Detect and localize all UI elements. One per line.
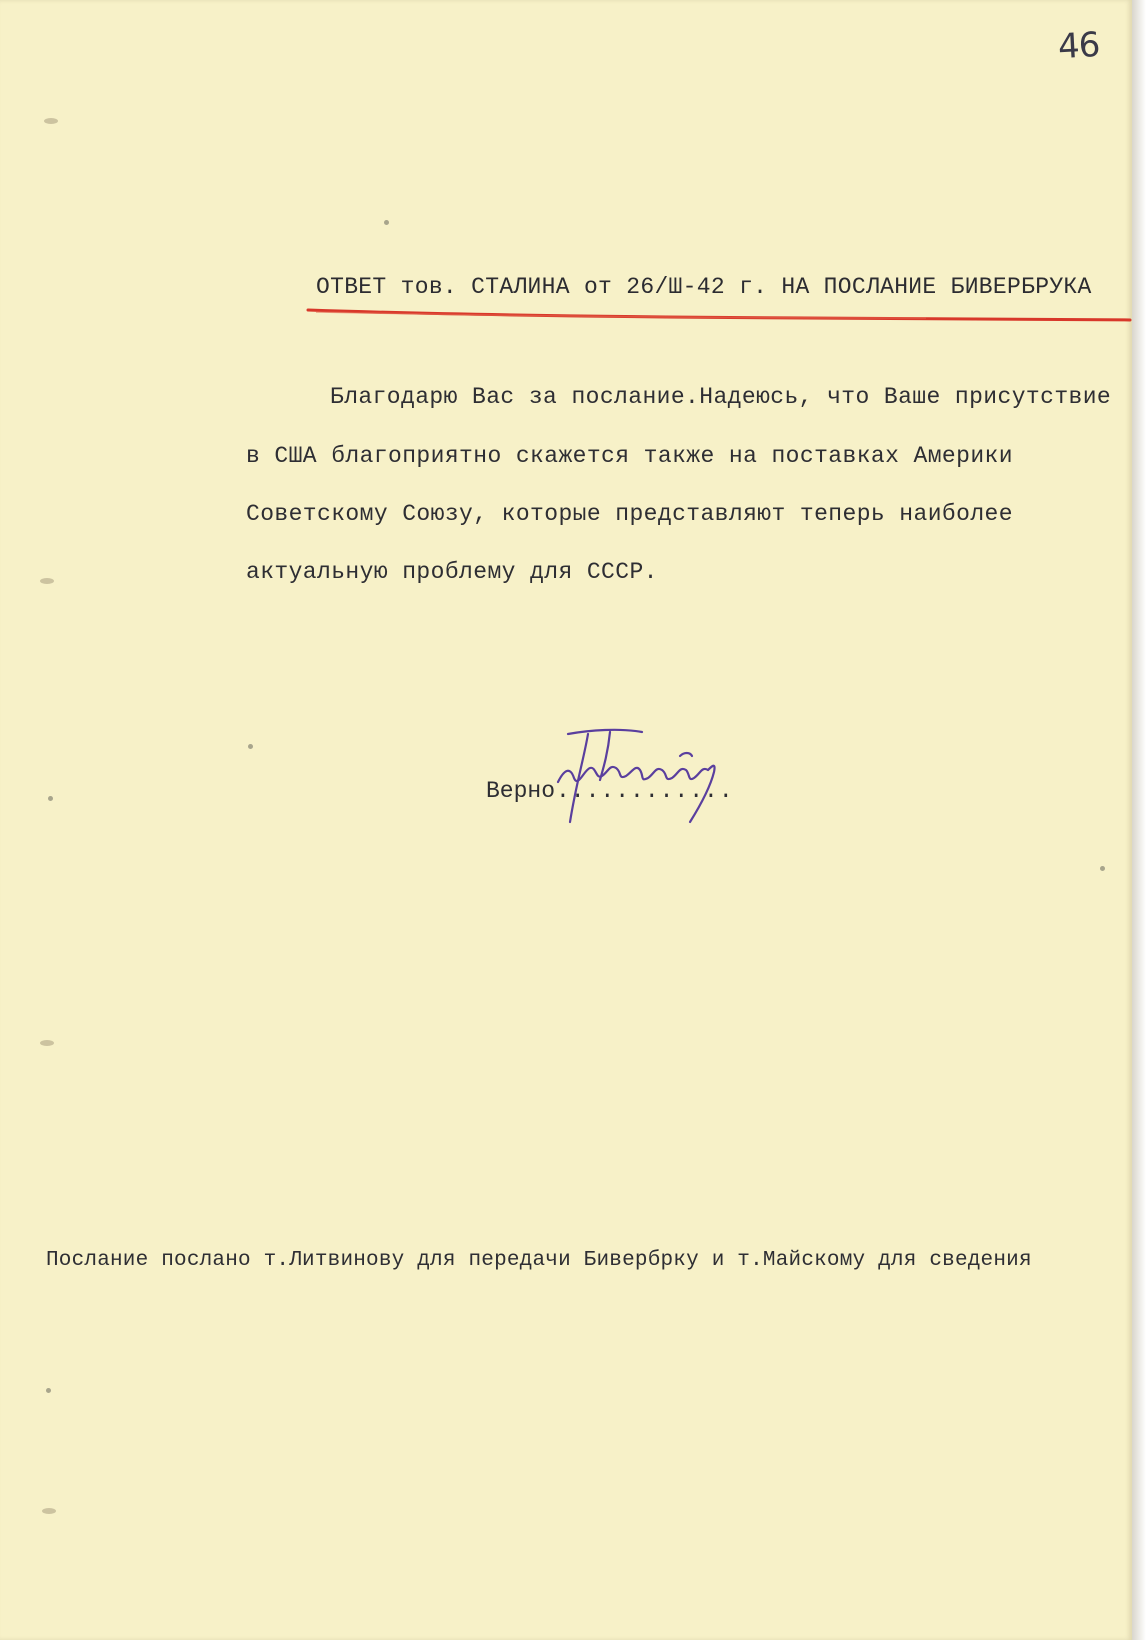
binding-mark <box>44 118 58 124</box>
page-number: 46 <box>1056 24 1101 68</box>
paper-speck <box>248 744 253 749</box>
binding-mark <box>42 1508 56 1514</box>
certification-label: Верно <box>486 778 556 804</box>
footer-note: Послание послано т.Литвинову для передачи Бивербрку и т.Майскому для сведения <box>46 1249 1032 1272</box>
handwritten-signature <box>540 722 740 832</box>
binding-mark <box>40 578 54 584</box>
paper-speck <box>384 220 389 225</box>
body-line-3: Советскому Союзу, которые представляют теперь наиболее <box>246 501 1013 527</box>
body-line-1: Благодарю Вас за послание.Надеюсь, что Ваше присутствие <box>330 384 1112 410</box>
paper-speck <box>1100 866 1105 871</box>
paper-speck <box>46 1388 51 1393</box>
body-line-2: в США благоприятно скажется также на поставках Америки <box>246 443 1013 469</box>
body-line-4: актуальную проблему для СССР. <box>246 559 658 585</box>
page-edge-shadow <box>1132 0 1146 1640</box>
certification-dots: ............ <box>556 778 734 804</box>
paper-speck <box>48 796 53 801</box>
document-title: ОТВЕТ тов. СТАЛИНА от 26/Ш-42 г. НА ПОСЛАНИЕ БИВЕРБРУКА <box>316 274 1092 300</box>
binding-mark <box>40 1040 54 1046</box>
red-pencil-underline <box>306 306 1132 324</box>
